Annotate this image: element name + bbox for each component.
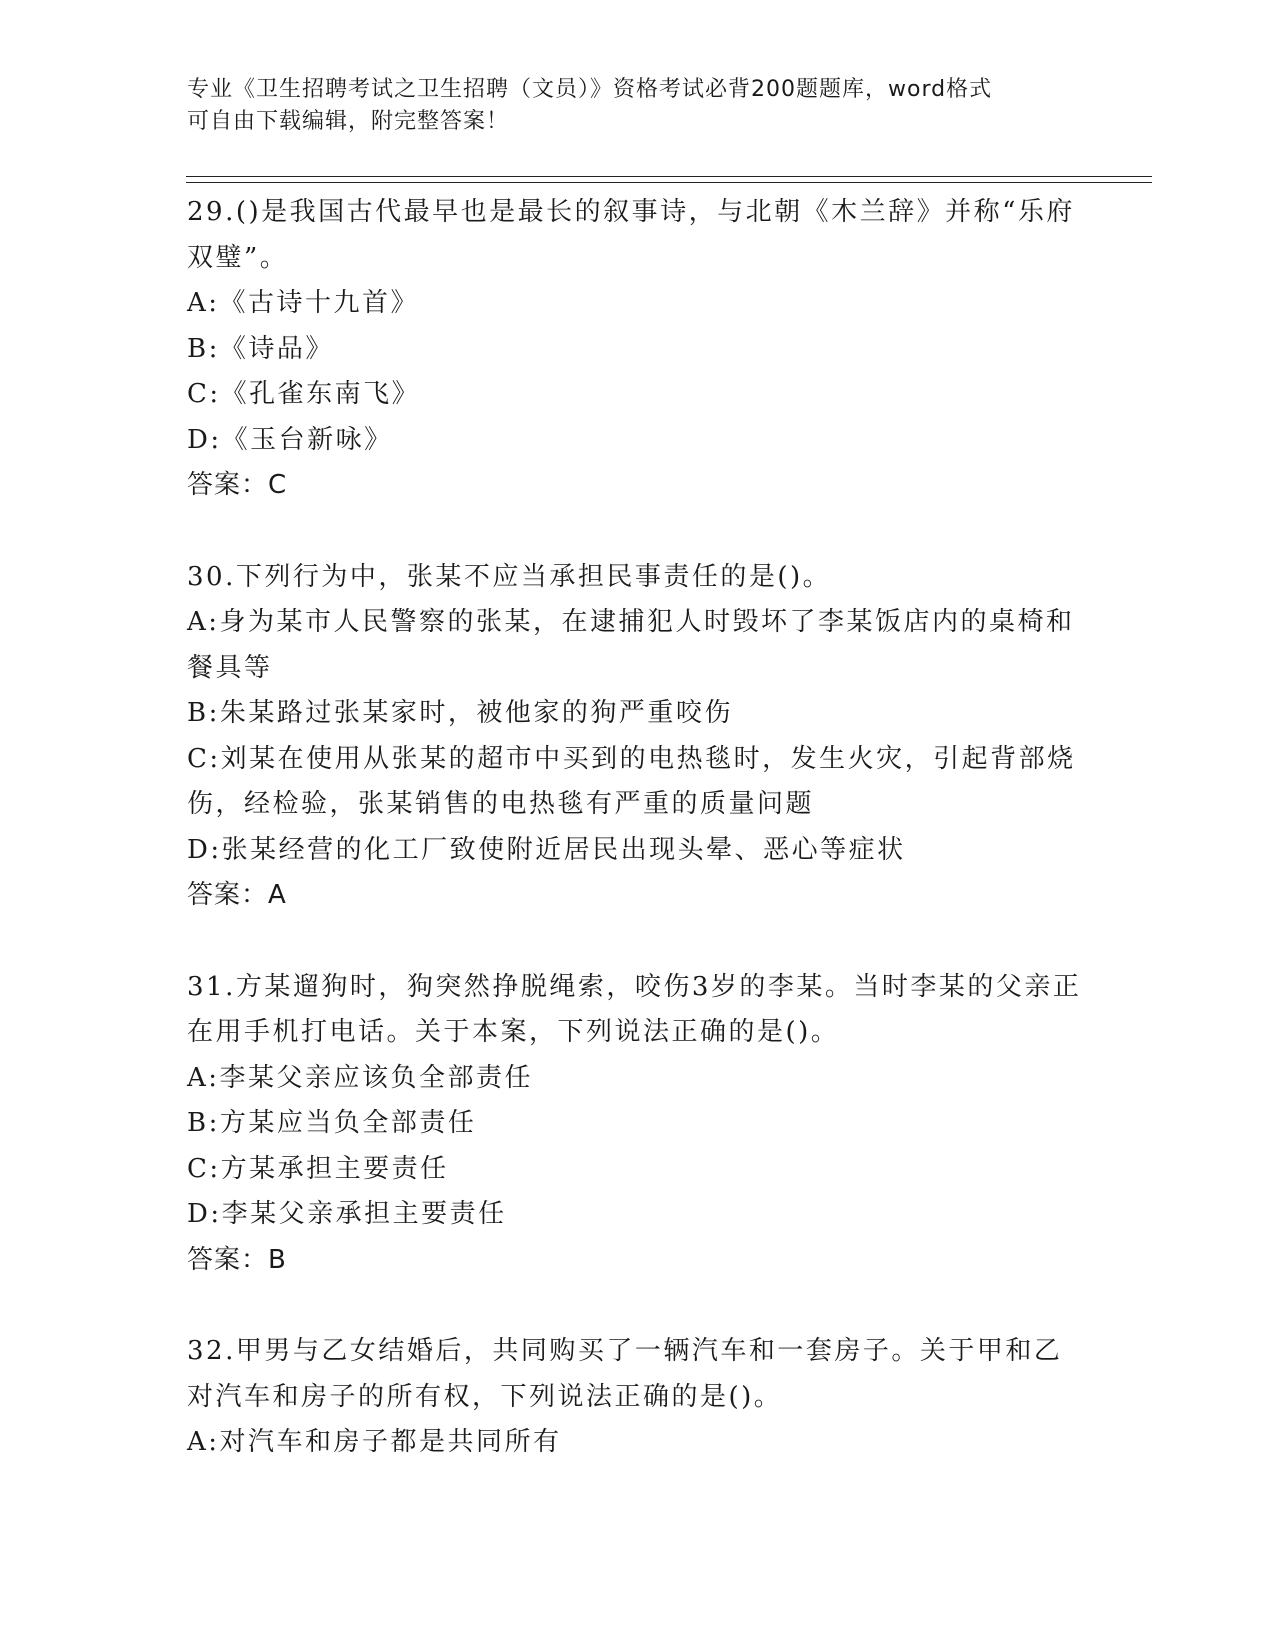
document-header (187, 74, 1067, 138)
option-a: A:身为某市人民警察的张某，在逮捕犯人时毁坏了李某饭店内的桌椅和餐具等 (187, 607, 1075, 683)
question-stem: 30.下列行为中，张某不应当承担民事责任的是()。 (187, 561, 832, 592)
header-title-line-2: 可自由下载编辑，附完整答案！ (187, 109, 510, 134)
option-a: A:李某父亲应该负全部责任 (187, 1062, 534, 1093)
question-30 (187, 555, 1087, 919)
answer-key: 答案：A (187, 880, 287, 910)
question-31 (187, 965, 1087, 1284)
option-c: C:方某承担主要责任 (187, 1153, 449, 1184)
option-b: B:方某应当负全部责任 (187, 1108, 477, 1138)
header-divider-top (186, 176, 1152, 177)
question-32 (187, 1329, 1087, 1466)
option-d: D:《玉台新咏》 (187, 424, 393, 455)
question-stem: 31.方某遛狗时，狗突然挣脱绳索，咬伤3岁的李某。当时李某的父亲正在用手机打电话。关于本案，下列说法正确的是()。 (187, 971, 1082, 1047)
answer-key: 答案：C (187, 470, 288, 500)
option-a: A:《古诗十九首》 (187, 288, 420, 318)
header-divider-bottom (186, 182, 1152, 183)
option-c: C:刘某在使用从张某的超市中买到的电热毯时，发生火灾，引起背部烧伤，经检验，张某销售的电热毯有严重的质量问题 (187, 743, 1076, 819)
option-c: C:《孔雀东南飞》 (187, 379, 421, 409)
question-29 (187, 190, 1087, 509)
question-stem: 29.()是我国古代最早也是最长的叙事诗，与北朝《木兰辞》并称“乐府双璧”。 (187, 197, 1075, 273)
option-d: D:李某父亲承担主要责任 (187, 1199, 507, 1229)
question-stem: 32.甲男与乙女结婚后，共同购买了一辆汽车和一套房子。关于甲和乙对汽车和房子的所有权，下列说法正确的是()。 (187, 1336, 1063, 1412)
header-title-line-1: 专业《卫生招聘考试之卫生招聘（文员）》资格考试必背200题题库，word格式 (187, 77, 993, 102)
option-b: B:《诗品》 (187, 333, 334, 364)
option-d: D:张某经营的化工厂致使附近居民出现头晕、恶心等症状 (187, 834, 906, 865)
answer-key: 答案：B (187, 1244, 287, 1275)
option-a: A:对汽车和房子都是共同所有 (187, 1427, 562, 1457)
option-b: B:朱某路过张某家时，被他家的狗严重咬伤 (187, 698, 733, 728)
question-list (187, 190, 1087, 1466)
